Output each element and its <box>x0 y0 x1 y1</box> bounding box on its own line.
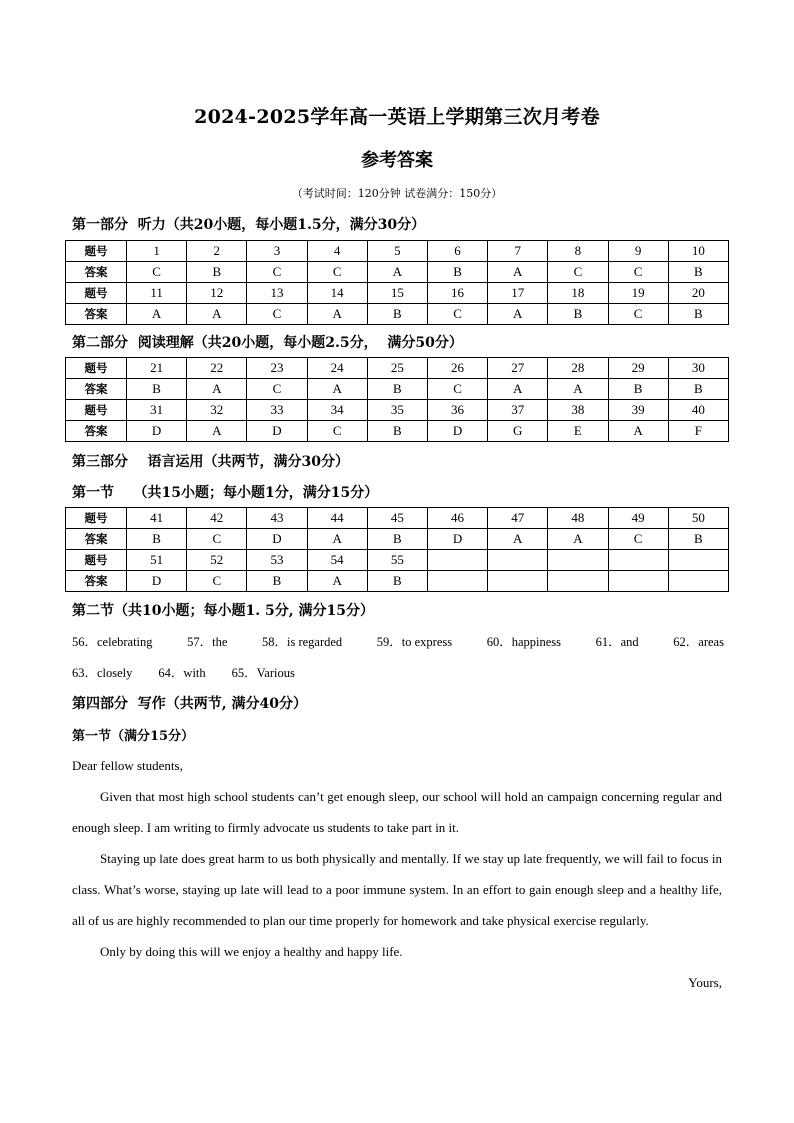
page-subtitle: 参考答案 <box>361 150 433 171</box>
answer-cell: A <box>488 262 548 283</box>
answer-cell: B <box>247 571 307 592</box>
part3-section2-heading: 第二节（共10小题；每小题1. 5分, 满分15分） <box>72 603 374 619</box>
question-number-cell: 22 <box>187 358 247 379</box>
answer-label: 答案 <box>66 379 127 400</box>
part2-heading: 第二部分 阅读理解（共20小题，每小题2.5分， 满分50分） <box>72 335 463 351</box>
question-number-row <box>66 550 729 571</box>
question-number-cell: 13 <box>247 283 307 304</box>
question-number-label: 题号 <box>66 508 127 529</box>
question-number-cell: 5 <box>367 241 427 262</box>
answer-cell: A <box>187 421 247 442</box>
answer-cell: D <box>127 571 187 592</box>
answer-cell: A <box>127 304 187 325</box>
part3-heading: 第三部分 语言运用（共两节，满分30分） <box>72 454 349 470</box>
question-number-cell: 6 <box>427 241 487 262</box>
answer-cell <box>427 571 487 592</box>
fill-in-answer: 61．and <box>595 635 639 649</box>
fill-in-answers-line1 <box>72 632 724 650</box>
answer-cell: A <box>307 379 367 400</box>
question-number-cell: 24 <box>307 358 367 379</box>
question-number-label: 题号 <box>66 241 127 262</box>
answer-cell: A <box>307 529 367 550</box>
fill-in-answer: 59．to express <box>376 635 453 649</box>
question-number-cell: 14 <box>307 283 367 304</box>
question-number-cell <box>608 550 668 571</box>
answer-cell: D <box>247 529 307 550</box>
answer-cell: B <box>668 262 728 283</box>
question-number-cell: 48 <box>548 508 608 529</box>
answer-cell: B <box>187 262 247 283</box>
answer-cell <box>548 571 608 592</box>
fill-in-answer: 57．the <box>187 635 228 649</box>
answer-cell <box>608 571 668 592</box>
question-number-cell: 1 <box>127 241 187 262</box>
answer-row <box>66 379 729 400</box>
answer-cell: C <box>187 571 247 592</box>
answer-cell: C <box>608 304 668 325</box>
question-number-cell: 46 <box>427 508 487 529</box>
answer-cell: A <box>187 379 247 400</box>
question-number-cell: 2 <box>187 241 247 262</box>
question-number-cell: 23 <box>247 358 307 379</box>
answer-cell: B <box>127 379 187 400</box>
question-number-cell: 9 <box>608 241 668 262</box>
answer-cell: B <box>367 571 427 592</box>
question-number-label: 题号 <box>66 400 127 421</box>
question-number-cell: 12 <box>187 283 247 304</box>
question-number-cell: 4 <box>307 241 367 262</box>
answer-label: 答案 <box>66 421 127 442</box>
answer-cell: D <box>247 421 307 442</box>
question-number-cell: 51 <box>127 550 187 571</box>
sample-letter <box>72 750 722 998</box>
answer-cell: C <box>247 304 307 325</box>
answer-label: 答案 <box>66 571 127 592</box>
answer-cell: A <box>488 304 548 325</box>
question-number-cell: 30 <box>668 358 728 379</box>
question-number-cell: 36 <box>427 400 487 421</box>
question-number-row <box>66 400 729 421</box>
part1-heading: 第一部分 听力（共20小题，每小题1.5分，满分30分） <box>72 217 426 233</box>
question-number-row <box>66 358 729 379</box>
answer-row <box>66 571 729 592</box>
question-number-cell: 33 <box>247 400 307 421</box>
fill-in-answer: 63．closely <box>72 666 133 680</box>
question-number-cell: 19 <box>608 283 668 304</box>
question-number-cell <box>668 550 728 571</box>
question-number-row <box>66 241 729 262</box>
question-number-cell: 31 <box>127 400 187 421</box>
answer-cell: B <box>367 421 427 442</box>
question-number-cell: 42 <box>187 508 247 529</box>
question-number-cell: 8 <box>548 241 608 262</box>
answer-cell: C <box>427 379 487 400</box>
question-number-label: 题号 <box>66 550 127 571</box>
question-number-row <box>66 508 729 529</box>
answer-row <box>66 421 729 442</box>
question-number-cell: 3 <box>247 241 307 262</box>
answer-cell: A <box>488 379 548 400</box>
answer-cell: G <box>488 421 548 442</box>
answer-cell: A <box>307 304 367 325</box>
answer-label: 答案 <box>66 529 127 550</box>
question-number-cell: 16 <box>427 283 487 304</box>
answer-cell: C <box>548 262 608 283</box>
question-number-cell: 37 <box>488 400 548 421</box>
answer-cell: A <box>367 262 427 283</box>
part4-section1-heading: 第一节（满分15分） <box>72 729 195 744</box>
question-number-cell: 7 <box>488 241 548 262</box>
question-number-cell: 41 <box>127 508 187 529</box>
part2-answer-table <box>65 357 729 442</box>
question-number-cell: 27 <box>488 358 548 379</box>
answer-row <box>66 304 729 325</box>
answer-cell: D <box>127 421 187 442</box>
answer-cell: A <box>608 421 668 442</box>
answer-cell: C <box>608 529 668 550</box>
question-number-cell: 11 <box>127 283 187 304</box>
question-number-cell: 21 <box>127 358 187 379</box>
answer-cell: B <box>367 379 427 400</box>
answer-cell: C <box>187 529 247 550</box>
question-number-cell: 54 <box>307 550 367 571</box>
question-number-cell <box>488 550 548 571</box>
answer-cell: C <box>608 262 668 283</box>
answer-cell: C <box>307 421 367 442</box>
answer-cell: C <box>427 304 487 325</box>
question-number-cell <box>427 550 487 571</box>
letter-paragraph: Given that most high school students can’t get enough sleep, our school will hold an campaign concerning regular and enough sleep. I am writing to firmly advocate us students to take part in it. <box>72 789 722 835</box>
question-number-cell: 43 <box>247 508 307 529</box>
letter-paragraph: Staying up late does great harm to us both physically and mentally. If we stay up late frequently, we will fail to focus in class. What’s worse, staying up late will lead to a poor immune system. In an effort to gain enough sleep and a healthy life, all of us are highly recommended to plan our time properly for homework and take physical exercise regularly. <box>72 851 722 928</box>
question-number-label: 题号 <box>66 283 127 304</box>
question-number-cell: 40 <box>668 400 728 421</box>
answer-cell: B <box>427 262 487 283</box>
answer-cell: C <box>247 379 307 400</box>
question-number-cell: 26 <box>427 358 487 379</box>
fill-in-answer: 60．happiness <box>486 635 562 649</box>
question-number-cell <box>548 550 608 571</box>
fill-in-answers-line2 <box>72 663 724 681</box>
answer-cell: B <box>367 304 427 325</box>
answer-cell: D <box>427 529 487 550</box>
letter-salutation: Dear fellow students, <box>72 758 183 773</box>
question-number-cell: 47 <box>488 508 548 529</box>
answer-cell <box>668 571 728 592</box>
answer-label: 答案 <box>66 262 127 283</box>
question-number-cell: 28 <box>548 358 608 379</box>
question-number-cell: 55 <box>367 550 427 571</box>
question-number-cell: 17 <box>488 283 548 304</box>
question-number-cell: 20 <box>668 283 728 304</box>
answer-cell: B <box>668 379 728 400</box>
question-number-cell: 38 <box>548 400 608 421</box>
question-number-cell: 25 <box>367 358 427 379</box>
answer-cell: B <box>548 304 608 325</box>
question-number-cell: 53 <box>247 550 307 571</box>
answer-cell: A <box>488 529 548 550</box>
question-number-cell: 34 <box>307 400 367 421</box>
fill-in-answer: 65．Various <box>231 666 295 680</box>
question-number-row <box>66 283 729 304</box>
answer-label: 答案 <box>66 304 127 325</box>
question-number-cell: 39 <box>608 400 668 421</box>
answer-cell: C <box>247 262 307 283</box>
fill-in-answer: 64．with <box>158 666 206 680</box>
answer-row <box>66 529 729 550</box>
part4-heading: 第四部分 写作（共两节, 满分40分） <box>72 696 307 712</box>
answer-cell: F <box>668 421 728 442</box>
letter-paragraph: Only by doing this will we enjoy a healthy and happy life. <box>100 944 403 959</box>
answer-cell: B <box>608 379 668 400</box>
question-number-label: 题号 <box>66 358 127 379</box>
fill-in-answer: 56．celebrating <box>72 635 153 649</box>
answer-cell: B <box>367 529 427 550</box>
question-number-cell: 32 <box>187 400 247 421</box>
question-number-cell: 44 <box>307 508 367 529</box>
question-number-cell: 35 <box>367 400 427 421</box>
question-number-cell: 18 <box>548 283 608 304</box>
exam-info: （考试时间：120分钟 试卷满分：150分） <box>291 187 503 200</box>
fill-in-answer: 58．is regarded <box>262 635 343 649</box>
answer-cell: A <box>187 304 247 325</box>
answer-cell: A <box>548 379 608 400</box>
page-title: 2024-2025学年高一英语上学期第三次月考卷 <box>194 106 600 128</box>
answer-cell: C <box>127 262 187 283</box>
answer-cell: D <box>427 421 487 442</box>
answer-cell: B <box>127 529 187 550</box>
part1-answer-table <box>65 240 729 325</box>
fill-in-answer: 62．areas <box>673 635 724 649</box>
answer-row <box>66 262 729 283</box>
answer-cell: A <box>307 571 367 592</box>
question-number-cell: 50 <box>668 508 728 529</box>
part3-section1-heading: 第一节 （共15小题；每小题1分，满分15分） <box>72 485 379 501</box>
question-number-cell: 49 <box>608 508 668 529</box>
question-number-cell: 10 <box>668 241 728 262</box>
part3-answer-table <box>65 507 729 592</box>
answer-cell: C <box>307 262 367 283</box>
question-number-cell: 45 <box>367 508 427 529</box>
letter-closing: Yours, <box>688 975 722 990</box>
question-number-cell: 15 <box>367 283 427 304</box>
question-number-cell: 52 <box>187 550 247 571</box>
answer-cell: E <box>548 421 608 442</box>
answer-cell: B <box>668 304 728 325</box>
answer-cell: B <box>668 529 728 550</box>
question-number-cell: 29 <box>608 358 668 379</box>
answer-cell: A <box>548 529 608 550</box>
answer-cell <box>488 571 548 592</box>
